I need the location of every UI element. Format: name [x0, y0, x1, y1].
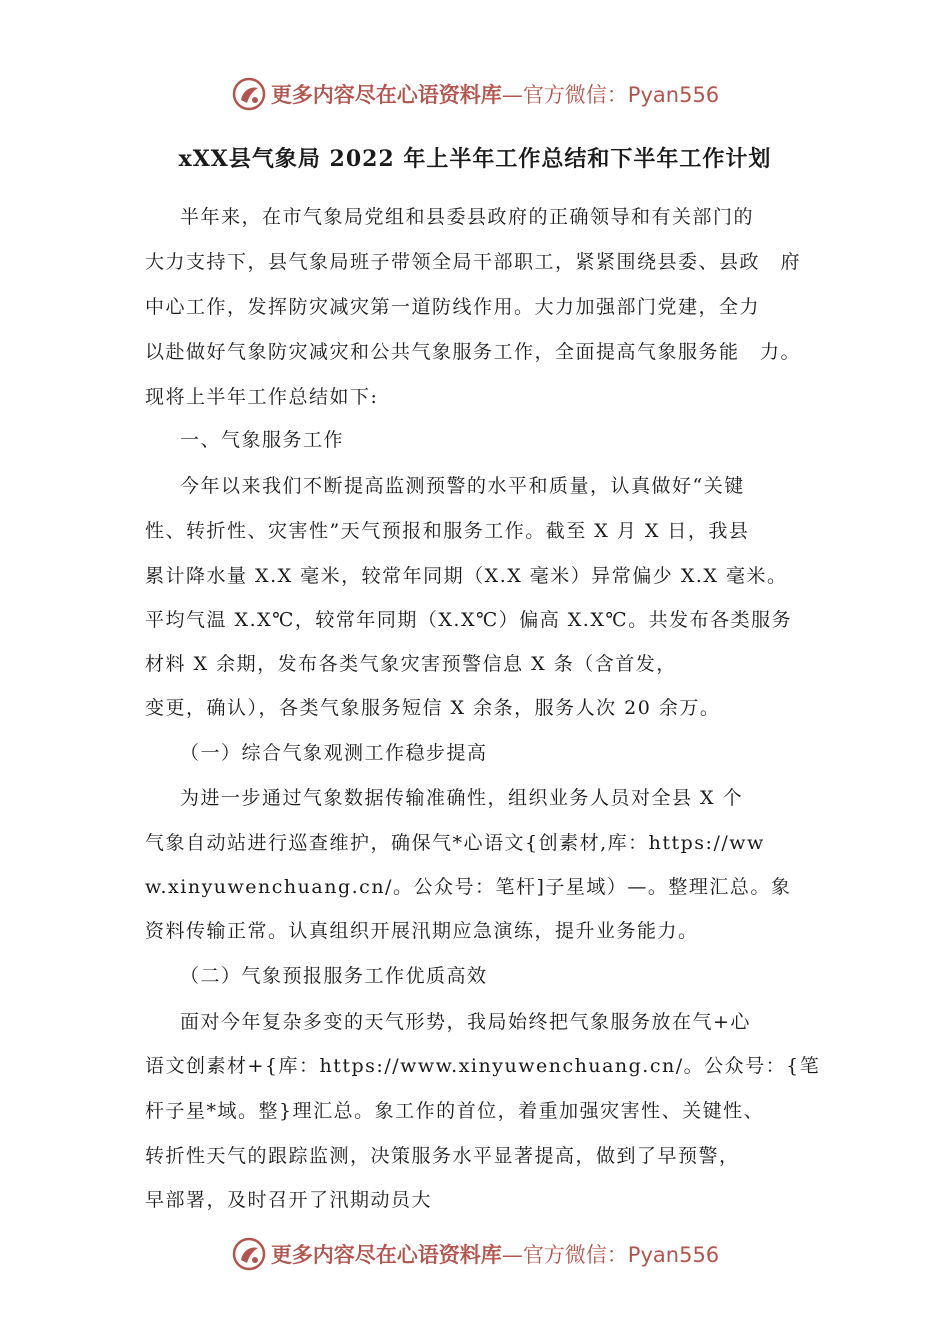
watermark-banner-top — [0, 74, 950, 114]
paragraph-line: 早部署，及时召开了汛期动员大 — [145, 1189, 433, 1211]
paragraph-line: 现将上半年工作总结如下: — [145, 386, 379, 408]
paragraph-line: 语文创素材+{库：https://www.xinyuwenchuang.cn/。公众号：{笔 — [145, 1055, 821, 1077]
paragraph-line: w.xinyuwenchuang.cn/。公众号：笔杆]子星域）—。整理汇总。象 — [145, 876, 792, 898]
document-title: xXX县气象局 2022 年上半年工作总结和下半年工作计划 — [178, 146, 772, 172]
banner-sub-text: —官方微信：Pyan556 — [501, 83, 720, 107]
banner-sub-text: —官方微信：Pyan556 — [501, 1243, 720, 1267]
banner-main-text: 更多内容尽在心语资料库 — [270, 82, 502, 107]
paragraph-line: 大力支持下，县气象局班子带领全局干部职工，紧紧围绕县委、县政 府 — [145, 251, 802, 273]
paragraph-line: 材料 X 余期，发布各类气象灾害预警信息 X 条（含首发， — [145, 653, 677, 675]
paragraph-line: 为进一步通过气象数据传输准确性，组织业务人员对全县 X 个 — [180, 787, 744, 809]
paragraph-line: 平均气温 X.X℃，较常年同期（X.X℃）偏高 X.X℃。共发布各类服务 — [145, 609, 793, 631]
paragraph-line: 中心工作，发挥防灾减灾第一道防线作用。大力加强部门党建，全力 — [145, 296, 761, 318]
paragraph-line: 资料传输正常。认真组织开展汛期应急演练，提升业务能力。 — [145, 920, 699, 942]
paragraph-line: 面对今年复杂多变的天气形势，我局始终把气象服务放在气+心 — [180, 1011, 751, 1033]
paragraph-line: 累计降水量 X.X 毫米，较常年同期（X.X 毫米）异常偏少 X.X 毫米。 — [145, 565, 788, 587]
paragraph-line: 今年以来我们不断提高监测预警的水平和质量，认真做好“关键 — [180, 475, 745, 497]
subsection-heading: （一）综合气象观测工作稳步提高 — [180, 742, 488, 764]
paragraph-line: 变更，确认），各类气象服务短信 X 余条，服务人次 20 余万。 — [145, 697, 721, 719]
paragraph-line: 气象自动站进行巡查维护，确保气*心语文{创素材,库：https://ww — [145, 832, 765, 854]
banner-main-text: 更多内容尽在心语资料库 — [270, 1242, 502, 1267]
logo-icon — [231, 1236, 267, 1272]
section-heading: 一、气象服务工作 — [180, 429, 345, 451]
paragraph-line: 半年来，在市气象局党组和县委县政府的正确领导和有关部门的 — [180, 206, 755, 228]
paragraph-line: 性、转折性、灾害性”天气预报和服务工作。截至 X 月 X 日，我县 — [145, 520, 750, 542]
paragraph-line: 杆子星*域。整}理汇总。象工作的首位，着重加强灾害性、关键性、 — [145, 1100, 765, 1122]
paragraph-line: 转折性天气的跟踪监测，决策服务水平显著提高，做到了早预警， — [145, 1145, 740, 1167]
paragraph-line: 以赴做好气象防灾减灾和公共气象服务工作，全面提高气象服务能 力。 — [145, 341, 802, 363]
watermark-banner-bottom — [0, 1234, 950, 1274]
logo-icon — [231, 76, 267, 112]
subsection-heading: （二）气象预报服务工作优质高效 — [180, 965, 488, 987]
